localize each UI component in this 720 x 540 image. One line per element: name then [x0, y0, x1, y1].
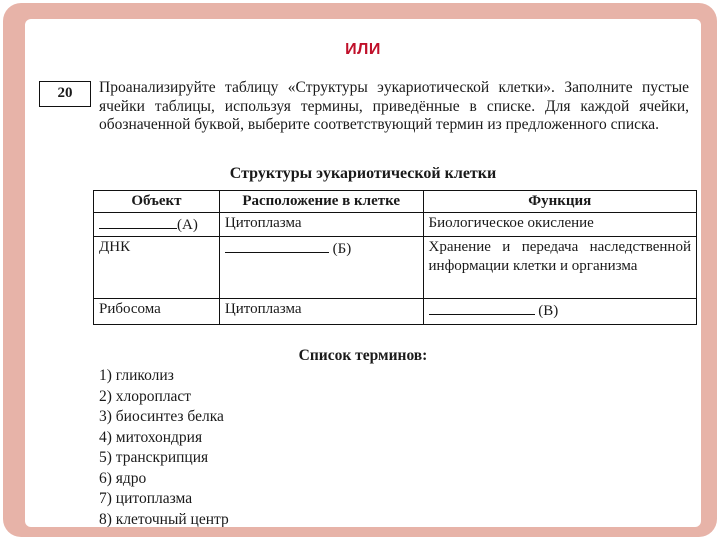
blank-line-a [99, 214, 177, 229]
cell-location: Цитоплазма [219, 213, 423, 237]
terms-list [99, 366, 229, 527]
header-location: Расположение в клетке [219, 191, 423, 213]
header-function: Функция [423, 191, 696, 213]
list-item: 8) клеточный центр [99, 510, 229, 527]
or-heading: ИЛИ [345, 41, 381, 58]
cell-function: Хранение и передача наследственной информации клетки и организма [423, 237, 696, 299]
list-item: 6) ядро [99, 469, 147, 487]
cell-location: Цитоплазма [219, 299, 423, 325]
mark-a: (А) [177, 217, 198, 233]
list-item: 7) цитоплазма [99, 490, 193, 507]
table-header-row [94, 191, 697, 213]
list-item: 4) митохондрия [99, 428, 203, 446]
list-item: 2) хлоропласт [99, 387, 192, 405]
blank-line-b [225, 238, 329, 253]
list-item: 3) биосинтез белка [99, 408, 224, 425]
table-row [94, 237, 697, 299]
table-title: Структуры эукариотической клетки [229, 165, 497, 182]
task-instruction: Проанализируйте таблицу «Структуры эукариотической клетки». Заполните пустые ячейки таблицы, используя термины, приведённые в списке. Для каждой ячейки, обозначенной буквой, выберите соответствующий термин из предложенного списка. [99, 79, 689, 133]
blank-line-c [429, 300, 535, 315]
cell-object-a [94, 213, 220, 237]
cell-function-c [423, 299, 696, 325]
list-item: 1) гликолиз [99, 367, 174, 384]
cell-location-b [219, 237, 423, 299]
mark-b: (Б) [332, 241, 352, 257]
table-row [94, 213, 697, 237]
cell-object: Рибосома [94, 299, 220, 325]
slide-frame [3, 3, 717, 537]
table-row [94, 299, 697, 325]
cell-function: Биологическое окисление [423, 213, 696, 237]
document-sheet [25, 19, 701, 527]
cell-structures-table [93, 190, 697, 325]
terms-title: Список терминов: [298, 347, 428, 364]
cell-object: ДНК [94, 237, 220, 299]
task-number-box: 20 [39, 81, 91, 107]
list-item: 5) транскрипция [99, 449, 209, 466]
mark-c: (В) [538, 303, 559, 319]
header-object: Объект [94, 191, 220, 213]
